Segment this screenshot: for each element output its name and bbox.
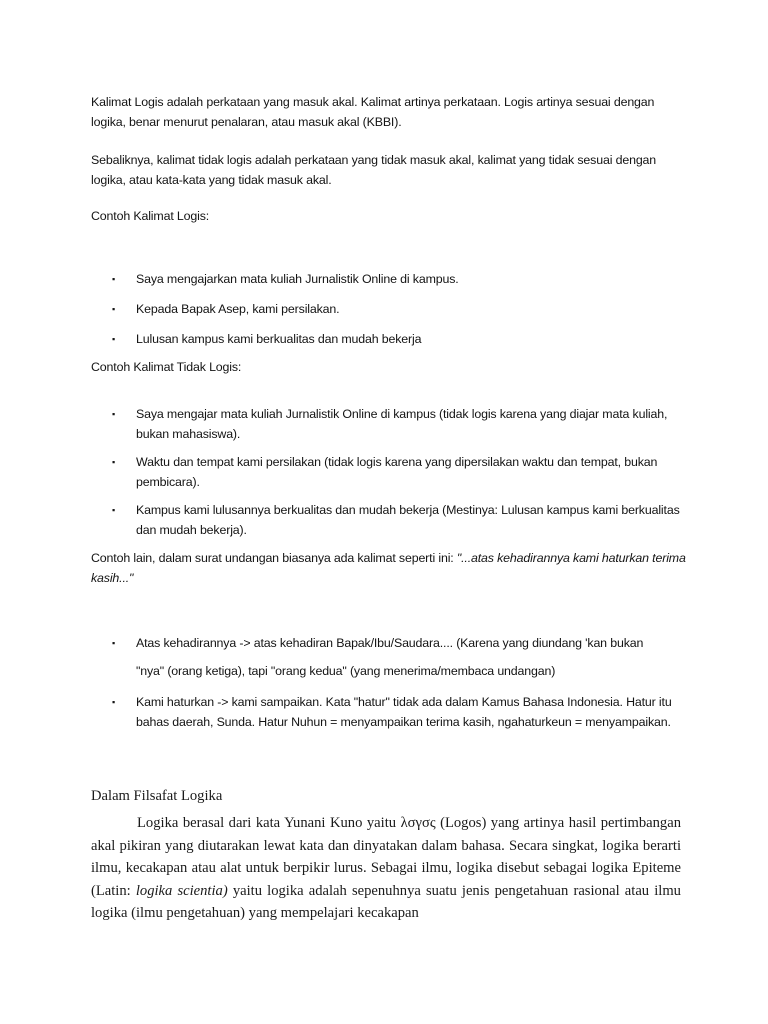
bullet-icon: ▪ — [112, 697, 116, 707]
list-item-text: Saya mengajar mata kuliah Jurnalistik Online di kampus (tidak logis karena yang diajar mata kuliah, bukan mahasiswa). — [136, 407, 668, 441]
intro-paragraph-2: Sebaliknya, kalimat tidak logis adalah perkataan yang tidak masuk akal, kalimat yang tidak sesuai dengan logika, atau kata-kata yang tidak masuk akal. — [91, 153, 657, 187]
contoh-lain-quote: "...atas kehadirannya kami haturkan terima kasih..." — [91, 551, 686, 585]
list-item — [91, 452, 691, 492]
list-item-text: Waktu dan tempat kami persilakan (tidak logis karena yang dipersilakan waktu dan tempat, bukan pembicara). — [136, 455, 658, 489]
bullet-icon: ▪ — [112, 638, 116, 648]
list-item-text: Lulusan kampus kami berkualitas dan mudah bekerja — [136, 332, 422, 346]
bullet-icon: ▪ — [112, 457, 116, 467]
bullet-icon: ▪ — [112, 409, 116, 419]
list-item-text: Kami haturkan -> kami sampaikan. Kata "hatur" tidak ada dalam Kamus Bahasa Indonesia. Hatur itu bahas daerah, Sunda. Hatur Nuhun = menyampaikan terima kasih, ngahaturkeun = menyampaikan. — [136, 695, 672, 729]
bullet-icon: ▪ — [112, 304, 116, 314]
list-item-text: Kepada Bapak Asep, kami persilakan. — [136, 302, 340, 316]
intro-paragraph-1: Kalimat Logis adalah perkataan yang masuk akal. Kalimat artinya perkataan. Logis artinya sesuai dengan logika, benar menurut penalaran, atau masuk akal (KBBI). — [91, 95, 655, 129]
list-item-text: Kampus kami lulusannya berkualitas dan mudah bekerja (Mestinya: Lulusan kampus kami berkualitas dan mudah bekerja). — [136, 503, 680, 537]
bullet-icon: ▪ — [112, 334, 116, 344]
bullet-icon: ▪ — [112, 505, 116, 515]
list-item — [91, 329, 691, 349]
bullet-icon: ▪ — [112, 274, 116, 284]
heading-logis: Contoh Kalimat Logis: — [91, 209, 210, 223]
contoh-lain-paragraph — [91, 548, 691, 588]
heading-tidak-logis: Contoh Kalimat Tidak Logis: — [91, 360, 242, 374]
filsafat-text-2: yaitu logika adalah sepenuhnya suatu jenis pengetahuan rasional atau ilmu logika (ilmu pengetahuan) yang mempelajari kecakapan — [91, 882, 681, 922]
list-item — [91, 500, 691, 540]
list-item — [91, 269, 691, 289]
list-item-text-line2: "nya" (orang ketiga), tapi "orang kedua" (yang menerima/membaca undangan) — [136, 664, 556, 678]
list-item — [91, 404, 691, 444]
filsafat-paragraph — [91, 812, 681, 925]
filsafat-text-1: Logika berasal dari kata Yunani Kuno yaitu λσγσς (Logos) yang artinya hasil pertimbangan akal pikiran yang diutarakan lewat kata dan dinyatakan dalam bahasa. Secara singkat, logika berarti ilmu, kecakapan atau alat untuk berpikir lurus. Sebagai ilmu, logika disebut sebagai logika Epiteme (Latin: — [91, 815, 681, 899]
contoh-lain-text: Contoh lain, dalam surat undangan biasanya ada kalimat seperti ini: — [91, 551, 457, 565]
list-undangan — [91, 633, 691, 732]
list-item — [91, 692, 691, 732]
filsafat-italic: logika scientia) — [135, 882, 228, 899]
list-logis — [91, 269, 691, 349]
list-item — [91, 633, 691, 681]
list-item — [91, 299, 691, 319]
list-tidak-logis — [91, 404, 691, 540]
filsafat-heading: Dalam Filsafat Logika — [91, 788, 223, 804]
list-item-text-line1: Atas kehadirannya -> atas kehadiran Bapak/Ibu/Saudara.... (Karena yang diundang 'kan bukan — [136, 636, 644, 650]
list-item-text: Saya mengajarkan mata kuliah Jurnalistik Online di kampus. — [136, 272, 459, 286]
